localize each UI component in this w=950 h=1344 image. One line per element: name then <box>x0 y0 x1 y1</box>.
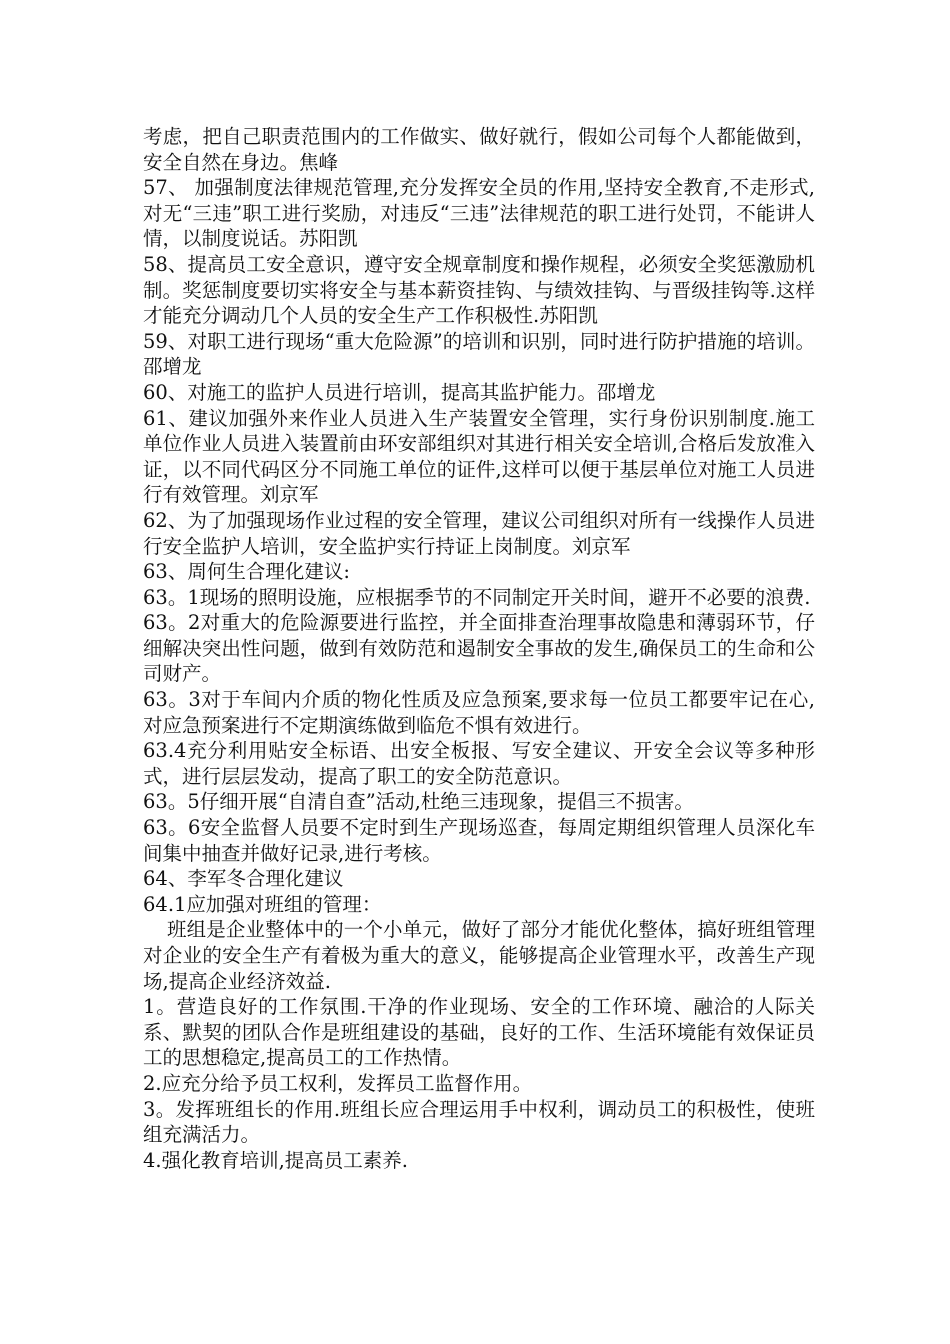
paragraph-62: 62、为了加强现场作业过程的安全管理，建议公司组织对所有一线操作人员进行安全监护人培训，安全监护实行持证上岗制度。刘京军 <box>143 508 815 558</box>
paragraph-63-6: 63。6安全监督人员要不定时到生产现场巡查，每周定期组织管理人员深化车间集中抽查并做好记录,进行考核。 <box>143 816 815 865</box>
paragraph-team-intro: 班组是企业整体中的一个小单元，做好了部分才能优化整体，搞好班组管理对企业的安全生产有着极为重大的意义，能够提高企业管理水平，改善生产现场,提高企业经济效益. <box>143 918 815 993</box>
paragraph-64-1: 64.1应加强对班组的管理： <box>143 892 382 916</box>
paragraph-63-heading: 63、周何生合理化建议: <box>143 560 350 584</box>
paragraph-63-4: 63.4充分利用贴安全标语、出安全板报、写安全建议、开安全会议等多种形式，进行层层发动，提高了职工的安全防范意识。 <box>143 739 815 788</box>
document-page <box>143 124 815 1173</box>
paragraph-item-3: 3。发挥班组长的作用.班组长应合理运用手中权利，调动员工的积极性，使班组充满活力。 <box>143 1097 815 1147</box>
paragraph-58: 58、提高员工安全意识，遵守安全规章制度和操作规程，必须安全奖惩激励机制。奖惩制度要切实将安全与基本薪资挂钩、与绩效挂钩、与晋级挂钩等.这样才能充分调动几个人员的安全生产工作积极性.苏阳凯 <box>143 252 815 328</box>
paragraph-item-4: 4.强化教育培训,提高员工素养. <box>143 1148 409 1172</box>
paragraph-61: 61、建议加强外来作业人员进入生产装置安全管理，实行身份识别制度.施工单位作业人员进入装置前由环安部组织对其进行相关安全培训,合格后发放准入证，以不同代码区分不同施工单位的证件,这样可以便于基层单位对施工人员进行有效管理。刘京军 <box>143 406 815 507</box>
paragraph-item-1: 1。营造良好的工作氛围.干净的作业现场、安全的工作环境、融洽的人际关系、默契的团队合作是班组建设的基础，良好的工作、生活环境能有效保证员工的思想稳定,提高员工的工作热情。 <box>143 995 815 1070</box>
paragraph-59: 59、对职工进行现场“重大危险源”的培训和识别，同时进行防护措施的培训。邵增龙 <box>143 329 815 379</box>
paragraph-63-2: 63。2对重大的危险源要进行监控，并全面排查治理事故隐患和薄弱环节，仔细解决突出性问题，做到有效防范和遏制安全事故的发生,确保员工的生命和公司财产。 <box>143 611 815 686</box>
paragraph-60: 60、对施工的监护人员进行培训，提高其监护能力。邵增龙 <box>143 380 656 404</box>
paragraph-57: 57、 加强制度法律规范管理,充分发挥安全员的作用,坚持安全教育,不走形式,对无“三违”职工进行奖励，对违反“三违”法律规范的职工进行处罚，不能讲人情，以制度说话。苏阳凯 <box>143 176 815 251</box>
paragraph-63-5: 63。5仔细开展“自清自查”活动,杜绝三违现象，提倡三不损害。 <box>143 790 694 814</box>
paragraph-item-2: 2.应充分给予员工权利，发挥员工监督作用。 <box>143 1071 533 1095</box>
paragraph-63-3: 63。3对于车间内介质的物化性质及应急预案,要求每一位员工都要牢记在心,对应急预案进行不定期演练做到临危不惧有效进行。 <box>143 688 815 737</box>
paragraph-continuation: 考虑，把自己职责范围内的工作做实、做好就行，假如公司每个人都能做到，安全自然在身边。焦峰 <box>143 125 815 174</box>
paragraph-63-1: 63。1现场的照明设施，应根据季节的不同制定开关时间，避开不必要的浪费. <box>143 585 811 609</box>
paragraph-64-heading: 64、李军冬合理化建议 <box>143 867 344 891</box>
